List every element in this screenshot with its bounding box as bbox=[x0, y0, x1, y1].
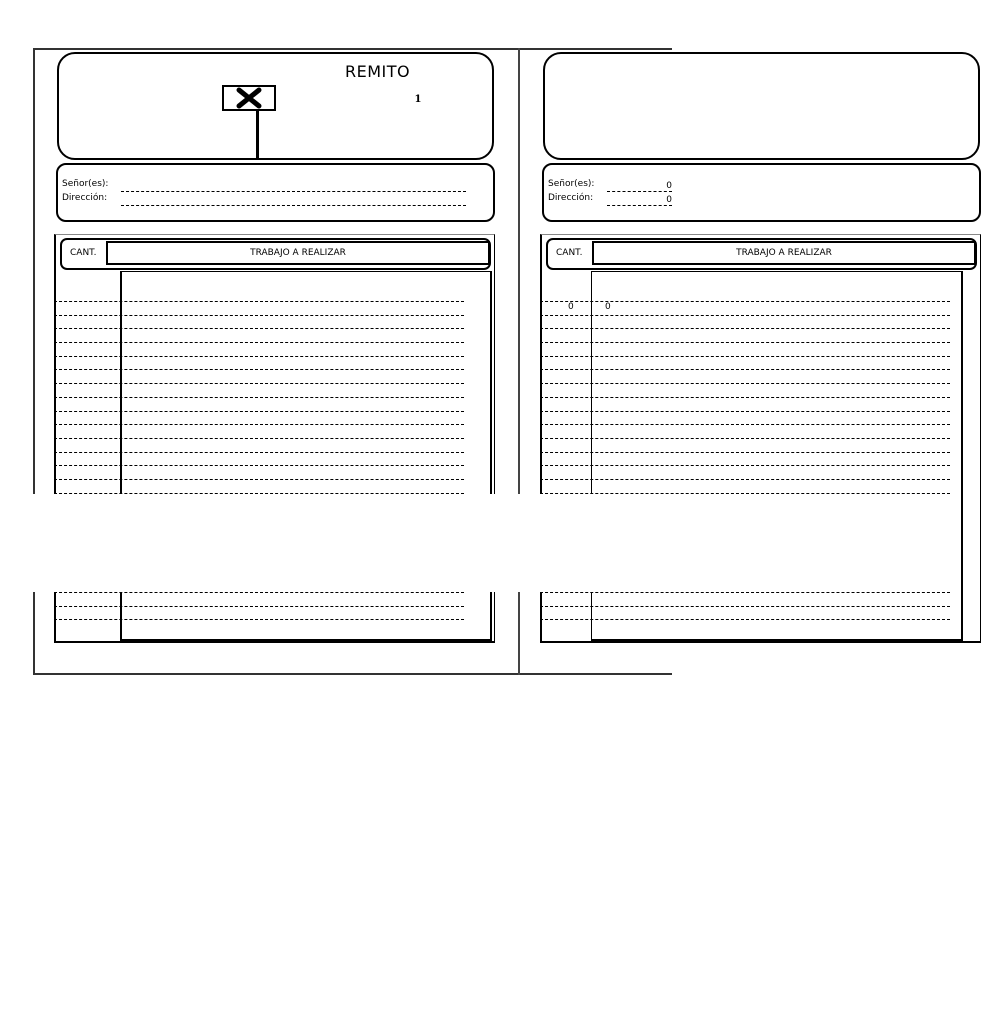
client-box bbox=[56, 163, 495, 222]
item-row-line bbox=[540, 606, 950, 607]
remito-sheet bbox=[33, 48, 832, 675]
client-label-direccion: Dirección: bbox=[62, 193, 108, 203]
trabajo-header-label-copy: TRABAJO A REALIZAR bbox=[736, 248, 832, 258]
client-value-senor-copy: 0 bbox=[666, 181, 672, 191]
item-row-line bbox=[54, 479, 464, 480]
item-row-line bbox=[540, 411, 950, 412]
item-row-line bbox=[540, 452, 950, 453]
trabajo-header-copy bbox=[592, 241, 976, 265]
item-row-line bbox=[540, 301, 950, 302]
item-row-line bbox=[540, 342, 950, 343]
item-row-line bbox=[54, 342, 464, 343]
remito-number: 1 bbox=[414, 94, 422, 105]
cant-header: CANT. bbox=[70, 248, 97, 258]
item-row-line bbox=[54, 369, 464, 370]
item-row-line bbox=[54, 592, 464, 593]
item-row-line bbox=[54, 606, 464, 607]
client-label-direccion-copy: Dirección: bbox=[548, 193, 594, 203]
item-row-line bbox=[540, 424, 950, 425]
item-row-line bbox=[54, 315, 464, 316]
remito-title: REMITO bbox=[345, 62, 411, 81]
item-row-line bbox=[54, 465, 464, 466]
item-row-line bbox=[540, 465, 950, 466]
item-row-line bbox=[540, 438, 950, 439]
client-field-senor-copy[interactable] bbox=[607, 181, 672, 192]
client-field-direccion-copy[interactable] bbox=[607, 195, 672, 206]
row-cant-copy: 0 bbox=[568, 302, 574, 312]
item-row-line bbox=[540, 619, 950, 620]
item-row-line bbox=[54, 356, 464, 357]
item-row-line bbox=[540, 383, 950, 384]
trabajo-header-label: TRABAJO A REALIZAR bbox=[250, 248, 346, 258]
item-row-line bbox=[540, 356, 950, 357]
page-gap bbox=[33, 494, 672, 592]
client-field-direccion[interactable] bbox=[121, 195, 466, 206]
client-label-senor-copy: Señor(es): bbox=[548, 179, 595, 189]
client-label-senor: Señor(es): bbox=[62, 179, 109, 189]
logo-stem bbox=[256, 111, 259, 160]
item-row-line bbox=[540, 315, 950, 316]
item-row-line bbox=[540, 369, 950, 370]
item-row-line bbox=[540, 328, 950, 329]
row-desc-copy: 0 bbox=[605, 302, 611, 312]
client-box-copy bbox=[542, 163, 981, 222]
item-row-line bbox=[54, 619, 464, 620]
item-row-line bbox=[54, 328, 464, 329]
item-row-line bbox=[540, 479, 950, 480]
client-field-senor[interactable] bbox=[121, 181, 466, 192]
client-value-direccion-copy: 0 bbox=[666, 195, 672, 205]
item-row-line bbox=[540, 397, 950, 398]
logo-placeholder bbox=[222, 85, 276, 111]
close-x-icon bbox=[235, 88, 263, 108]
item-row-line bbox=[54, 438, 464, 439]
item-row-line bbox=[540, 592, 950, 593]
item-row-line bbox=[54, 452, 464, 453]
item-row-line bbox=[54, 397, 464, 398]
header-box-copy bbox=[543, 52, 980, 160]
item-row-line bbox=[54, 424, 464, 425]
item-row-line bbox=[54, 411, 464, 412]
cant-header-copy: CANT. bbox=[556, 248, 583, 258]
item-row-line bbox=[54, 383, 464, 384]
item-row-line bbox=[54, 301, 464, 302]
trabajo-header bbox=[106, 241, 490, 265]
